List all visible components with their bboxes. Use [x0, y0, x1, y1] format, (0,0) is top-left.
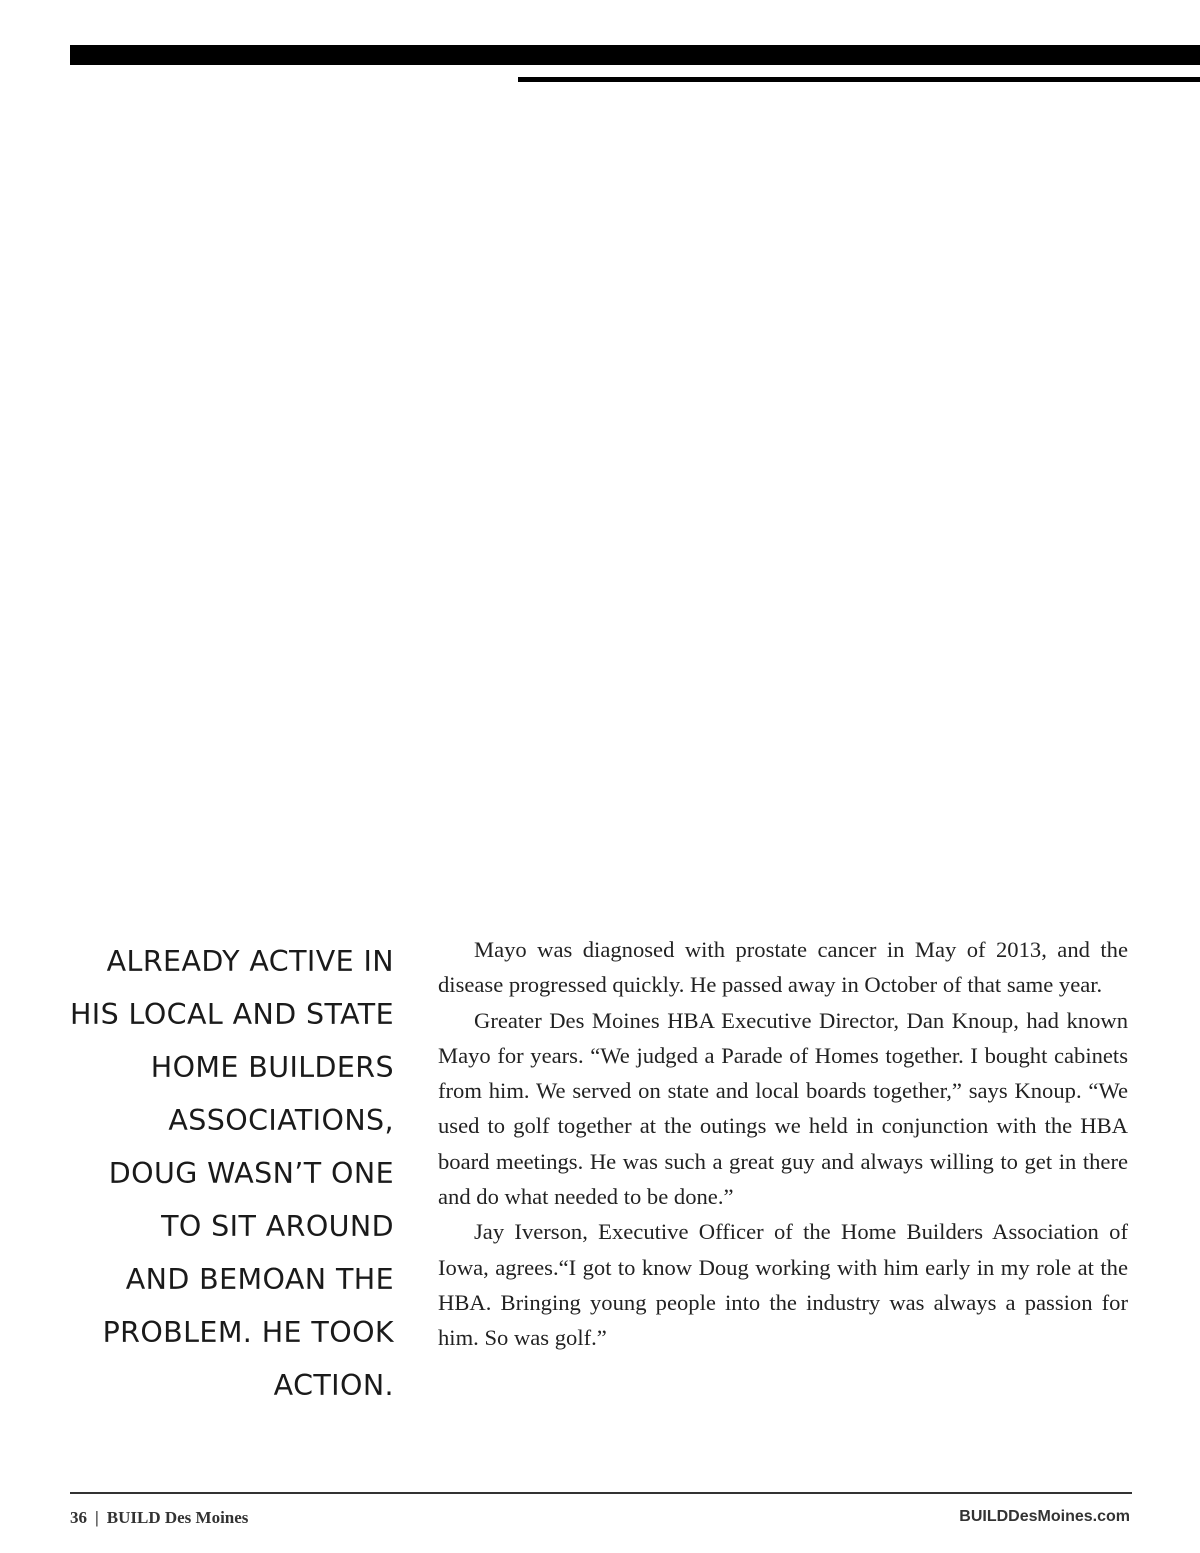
pull-quote-line: PROBLEM. HE TOOK	[102, 1316, 394, 1349]
article-body	[438, 932, 1128, 1356]
article-paragraph: Jay Iverson, Executive Officer of the Home Builders Association of Iowa, agrees.“I got to know Doug working with him early in my role at the HBA. Bringing young people into the industry was always a passion for him. So was golf.”	[438, 1219, 1128, 1351]
pull-quote-line: DOUG WASN’T ONE	[108, 1157, 394, 1190]
pull-quote-line: ACTION.	[273, 1369, 394, 1402]
pull-quote-line: HIS LOCAL AND STATE	[69, 998, 394, 1031]
folio-separator: |	[95, 1508, 99, 1527]
article-paragraph: Mayo was diagnosed with prostate cancer in May of 2013, and the disease progressed quickly. He passed away in October of that same year.	[438, 937, 1128, 998]
page-number: 36	[70, 1508, 87, 1527]
header-rule-thin	[518, 77, 1200, 82]
header-rule-thick	[70, 45, 1200, 65]
website-link[interactable]: BUILDDesMoines.com	[959, 1508, 1130, 1525]
publication-name: BUILD Des Moines	[106, 1508, 249, 1527]
footer-rule	[70, 1492, 1132, 1494]
pull-quote-line: ASSOCIATIONS,	[168, 1104, 394, 1137]
folio	[70, 1508, 248, 1528]
pull-quote-line: ALREADY ACTIVE IN	[106, 945, 394, 978]
pull-quote	[60, 935, 394, 1412]
article-paragraph: Greater Des Moines HBA Executive Director, Dan Knoup, had known Mayo for years. “We judged a Parade of Homes together. I bought cabinets from him. We served on state and local boards together,” says Knoup. “We used to golf together at the outings we held in conjunction with the HBA board meetings. He was such a great guy and always willing to get in there and do what needed to be done.”	[438, 1007, 1128, 1210]
pull-quote-line: HOME BUILDERS	[150, 1051, 394, 1084]
pull-quote-line: AND BEMOAN THE	[125, 1263, 394, 1296]
pull-quote-line: TO SIT AROUND	[161, 1210, 394, 1243]
